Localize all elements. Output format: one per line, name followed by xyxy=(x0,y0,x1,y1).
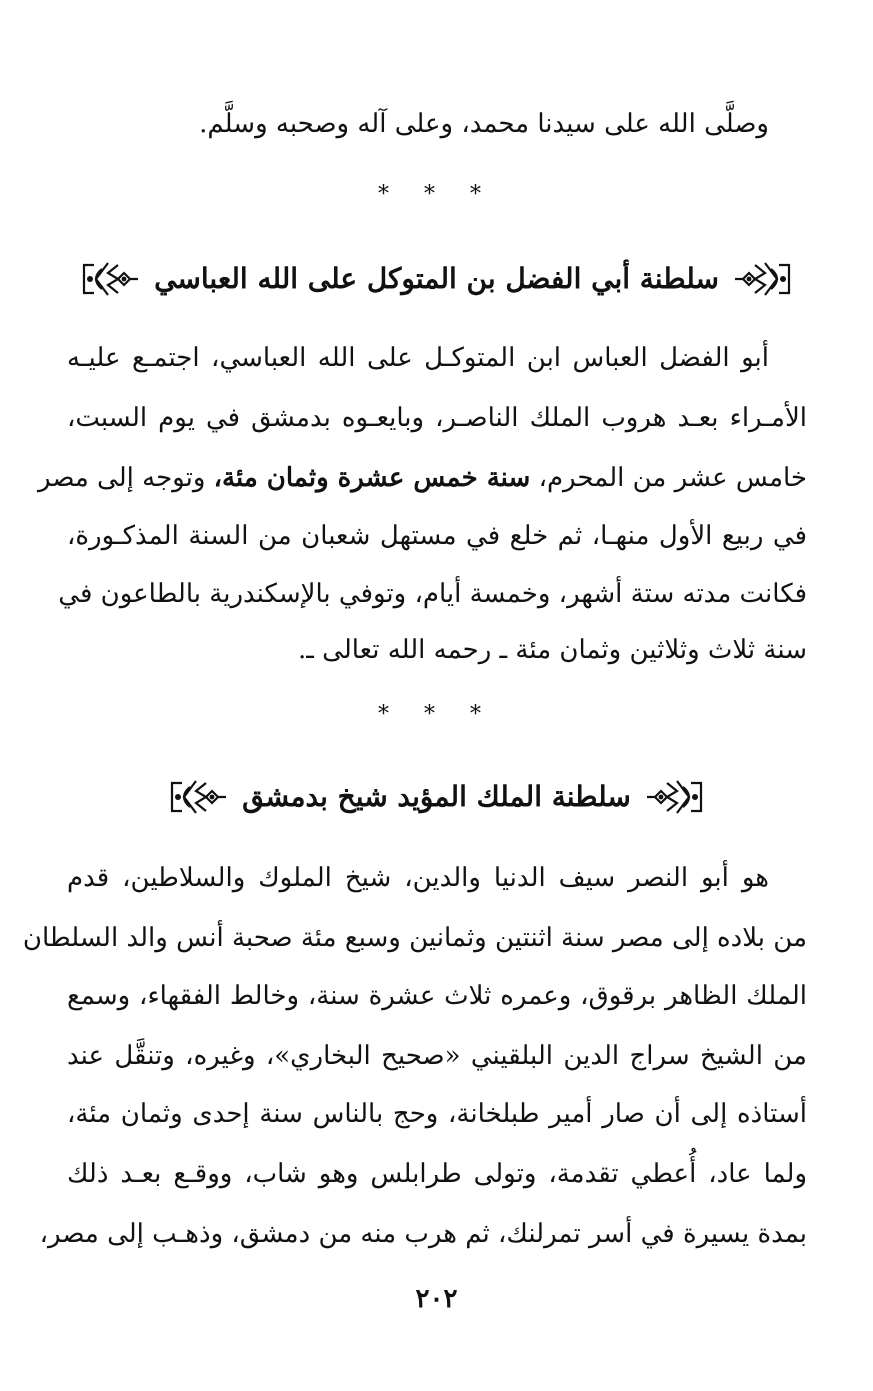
separator-stars-1: * * * xyxy=(378,182,495,207)
section2-line-6: ولما عاد، أُعطي تقدمة، وتولى طرابلس وهو شاب، ووقـع بعـد ذلك xyxy=(67,1159,807,1189)
section1-line-2: الأمـراء بعـد هروب الملك الناصـر، وبايعـوه بدمشق في يوم السبت، xyxy=(67,403,807,433)
section2-line-3: الملك الظاهر برقوق، وعمره ثلاث عشرة سنة، وخالط الفقهاء، وسمع xyxy=(67,981,807,1011)
section1-line-4: في ربيع الأول منهـا، ثم خلع في مستهل شعبان من السنة المذكـورة، xyxy=(67,521,807,551)
section1-line-3-bold: سنة خمس عشرة وثمان مئة، xyxy=(213,463,531,493)
section2-line-1: هو أبو النصر سيف الدنيا والدين، شيخ الملوك والسلاطين، قدم xyxy=(67,863,769,893)
section1-line-1: أبو الفضل العباس ابن المتوكـل على الله العباسي، اجتمـع عليـه xyxy=(67,343,769,373)
opening-line: وصلَّى الله على سيدنا محمد، وعلى آله وصحبه وسلَّم. xyxy=(199,109,769,139)
section1-heading xyxy=(0,256,873,302)
section2-line-7: بمدة يسيرة في أسر تمرلنك، ثم هرب منه من دمشق، وذهـب إلى مصر، xyxy=(39,1219,807,1249)
section2-line-2: من بلاده إلى مصر سنة اثنتين وثمانين وسبع مئة صحبة أنس والد السلطان xyxy=(22,923,807,953)
section2-line-4: من الشيخ سراج الدين البلقيني «صحيح البخاري»، وغيره، وتنقَّل عند xyxy=(67,1041,807,1071)
page-number: ٢٠٢ xyxy=(415,1284,458,1314)
section1-line-3-a: خامس عشر من المحرم، xyxy=(538,463,807,493)
ornament-right-icon xyxy=(731,259,793,299)
section1-line-3 xyxy=(37,458,807,498)
section1-line-3-b: وتوجه إلى مصر xyxy=(37,463,206,493)
ornament-right-icon xyxy=(643,777,705,817)
section1-line-5: فكانت مدته ستة أشهر، وخمسة أيام، وتوفي بالإسكندرية بالطاعون في xyxy=(58,579,807,609)
separator-stars-2: * * * xyxy=(378,702,495,727)
section2-title: سلطنة الملك المؤيد شيخ بدمشق xyxy=(242,780,631,813)
section2-line-5: أستاذه إلى أن صار أمير طبلخانة، وحج بالناس سنة إحدى وثمان مئة، xyxy=(67,1099,808,1129)
section1-title: سلطنة أبي الفضل بن المتوكل على الله العباسي xyxy=(154,262,719,295)
ornament-left-icon xyxy=(80,259,142,299)
ornament-left-icon xyxy=(168,777,230,817)
section1-line-6: سنة ثلاث وثلاثين وثمان مئة ـ رحمه الله تعالى ـ. xyxy=(298,635,807,665)
section2-heading xyxy=(0,774,873,820)
